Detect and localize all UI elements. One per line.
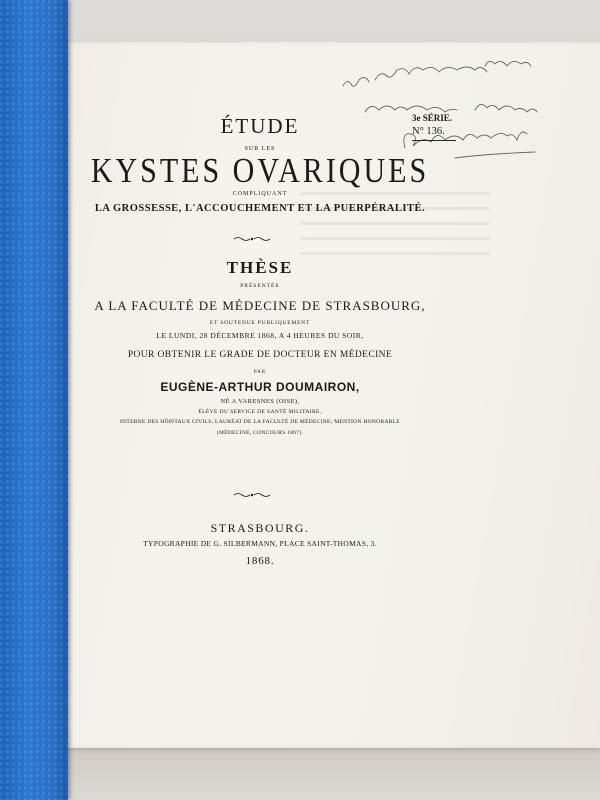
page-stack-edge [62, 748, 600, 800]
faculty-line: A LA FACULTÉ DE MÉDECINE DE STRASBOURG, [94, 298, 426, 313]
author-concours: (MÉDECINE, CONCOURS 1867). [216, 430, 304, 436]
ornament-divider-icon [232, 236, 272, 242]
author-name: EUGÈNE-ARTHUR DOUMAIRON, [160, 380, 360, 394]
series-underline [412, 140, 456, 141]
blue-paper-binding [0, 0, 68, 800]
title-etude: ÉTUDE [220, 114, 300, 138]
author-birthplace: NÉ A VARESNES (OISE), [220, 398, 300, 405]
title-compliquant: COMPLIQUANT [232, 191, 288, 197]
defense-date: LE LUNDI, 28 DÉCEMBRE 1868, A 4 HEURES DU SOIR, [156, 331, 364, 340]
author-eleve: ÉLÈVE DU SERVICE DE SANTÉ MILITAIRE, [198, 409, 322, 415]
par-line: PAR [253, 370, 267, 375]
soutenue-line: ET SOUTENUE PUBLIQUEMENT [209, 320, 311, 326]
series-label: 3e SÉRIE. [412, 113, 453, 123]
imprint-year: 1868. [245, 555, 275, 567]
author-credentials: INTERNE DES HÔPITAUX CIVILS; LAURÉAT DE LA FACULTÉ DE MÉDECINE; MENTION HONORABLE [120, 419, 400, 425]
series-number: N° 136. [412, 126, 445, 137]
ornament-divider-icon [232, 492, 272, 498]
degree-line: POUR OBTENIR LE GRADE DE DOCTEUR EN MÉDECINE [127, 350, 393, 360]
title-main: KYSTES OVARIQUES [90, 152, 430, 190]
imprint-printer: TYPOGRAPHIE DE G. SILBERMANN, PLACE SAINT-THOMAS, 3. [143, 539, 377, 548]
presentee-line: PRÉSENTÉE [240, 283, 280, 289]
these-heading: THÈSE [226, 258, 294, 277]
imprint-city: STRASBOURG. [210, 521, 310, 535]
title-sur-les: SUR LES [244, 146, 276, 152]
title-subtitle: LA GROSSESSE, L'ACCOUCHEMENT ET LA PUERPÉRALITÉ. [94, 203, 426, 214]
